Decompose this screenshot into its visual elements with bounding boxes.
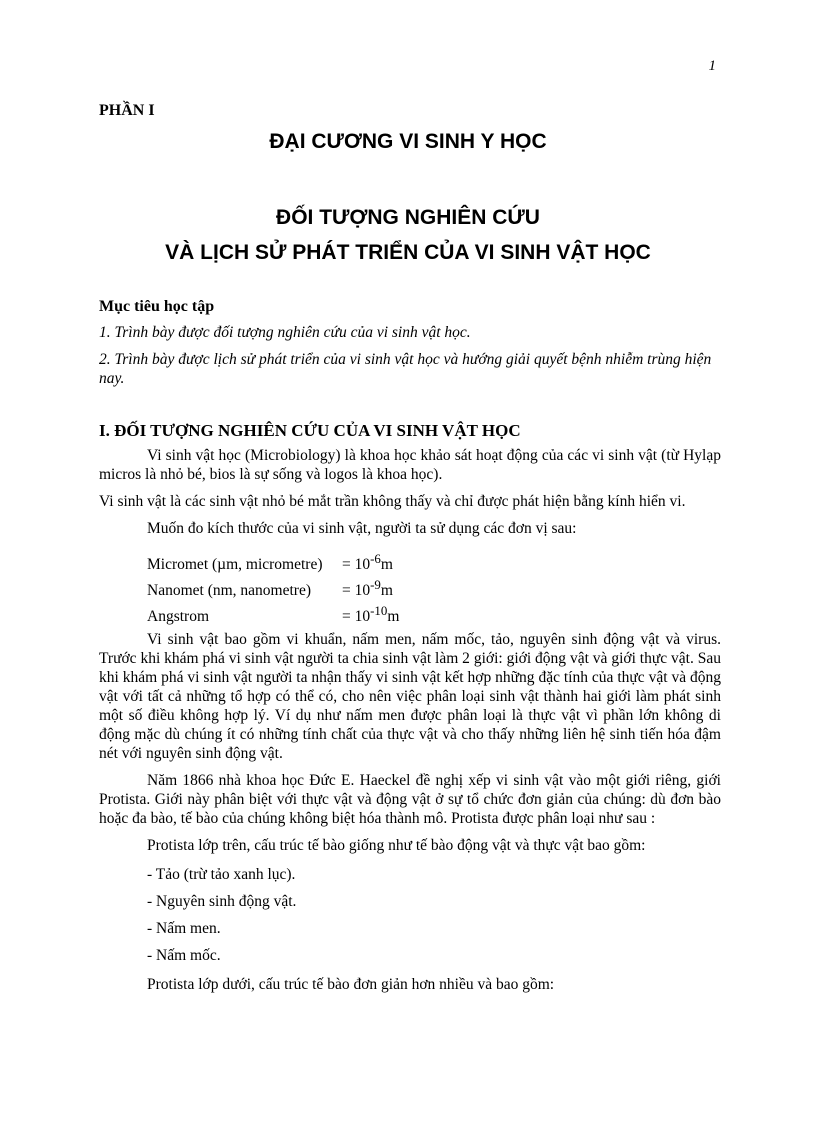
objectives-heading: Mục tiêu học tập [99, 298, 215, 315]
page-title: ĐẠI CƯƠNG VI SINH Y HỌC [269, 130, 547, 153]
paragraph: Protista lớp dưới, cấu trúc tế bào đơn giản hơn nhiều và bao gồm: [147, 976, 555, 993]
unit-equals: = 10 [342, 556, 371, 574]
unit-name: Angstrom [147, 608, 209, 626]
page-number: 1 [708, 58, 716, 74]
unit-exponent: -9 [370, 577, 381, 592]
unit-symbol: m [380, 556, 393, 574]
unit-row [99, 546, 721, 572]
list-item: - Tảo (trừ tảo xanh lục). [147, 866, 296, 883]
unit-row [99, 572, 721, 598]
unit-name: Nanomet (nm, nanometre) [147, 582, 311, 600]
unit-equals: = 10 [342, 608, 371, 626]
unit-name: Micromet (µm, micrometre) [147, 556, 323, 574]
list-item: - Nấm men. [147, 920, 221, 937]
objective-item: 2. Trình bày được lịch sử phát triển của vi sinh vật học và hướng giải quyết bệnh nhiễm trùng hiện nay. [99, 351, 712, 387]
unit-exponent: -6 [370, 551, 381, 566]
unit-equals: = 10 [342, 582, 371, 600]
unit-symbol: m [387, 608, 400, 626]
paragraph: Vi sinh vật bao gồm vi khuẩn, nấm men, nấm mốc, tảo, nguyên sinh động vật và virus. Trước khi khám phá vi sinh vật người ta chia sinh vật làm 2 giới: giới động vật và giới thực vật. Sau khi khám phá vi sinh vật người ta nhận thấy vi sinh vật kết hợp những đặc tính của thực vật và động vật với tất cả những tổ hợp có thể có, cho nên việc phân loại sinh vật thành hai giới làm phát sinh một số điều không hợp lý. Ví dụ như nấm men được phân loại là thực vật vì phần lớn không di động mặc dù chúng ít có những tính chất của thực vật và cho thấy những liên hệ sinh tiến hóa đậm nét với nguyên sinh động vật. [99, 631, 721, 762]
section-heading: I. ĐỐI TƯỢNG NGHIÊN CỨU CỦA VI SINH VẬT HỌC [99, 421, 521, 440]
chapter-title [0, 200, 816, 270]
unit-row [99, 598, 721, 624]
list-item: - Nấm mốc. [147, 947, 221, 964]
paragraph: Muốn đo kích thước của vi sinh vật, người ta sử dụng các đơn vị sau: [147, 520, 577, 537]
unit-exponent: -10 [370, 603, 388, 618]
unit-symbol: m [380, 582, 393, 600]
chapter-title-line-2: VÀ LỊCH SỬ PHÁT TRIỂN CỦA VI SINH VẬT HỌC [165, 241, 651, 264]
chapter-title-line-1: ĐỐI TƯỢNG NGHIÊN CỨU [276, 206, 540, 229]
list-item: - Nguyên sinh động vật. [147, 893, 297, 910]
paragraph: Protista lớp trên, cấu trúc tế bào giống như tế bào động vật và thực vật bao gồm: [147, 837, 646, 854]
body-text [99, 446, 721, 1002]
part-label: PHẦN I [99, 102, 155, 119]
paragraph: Vi sinh vật là các sinh vật nhỏ bé mắt trần không thấy và chỉ được phát hiện bằng kính hiển vi. [99, 493, 686, 510]
paragraph: Năm 1866 nhà khoa học Đức E. Haeckel đề nghị xếp vi sinh vật vào một giới riêng, giới Protista. Giới này phân biệt với thực vật và động vật ở sự tổ chức đơn giản của chúng: dù đơn bào hoặc đa bào, tế bào của chúng không biệt hóa thành mô. Protista được phân loại như sau : [99, 772, 721, 827]
paragraph: Vi sinh vật học (Microbiology) là khoa học khảo sát hoạt động của các vi sinh vật (từ Hylạp micros là nhỏ bé, bios là sự sống và logos là khoa học). [99, 447, 721, 483]
objective-item: 1. Trình bày được đối tượng nghiên cứu của vi sinh vật học. [99, 324, 471, 341]
